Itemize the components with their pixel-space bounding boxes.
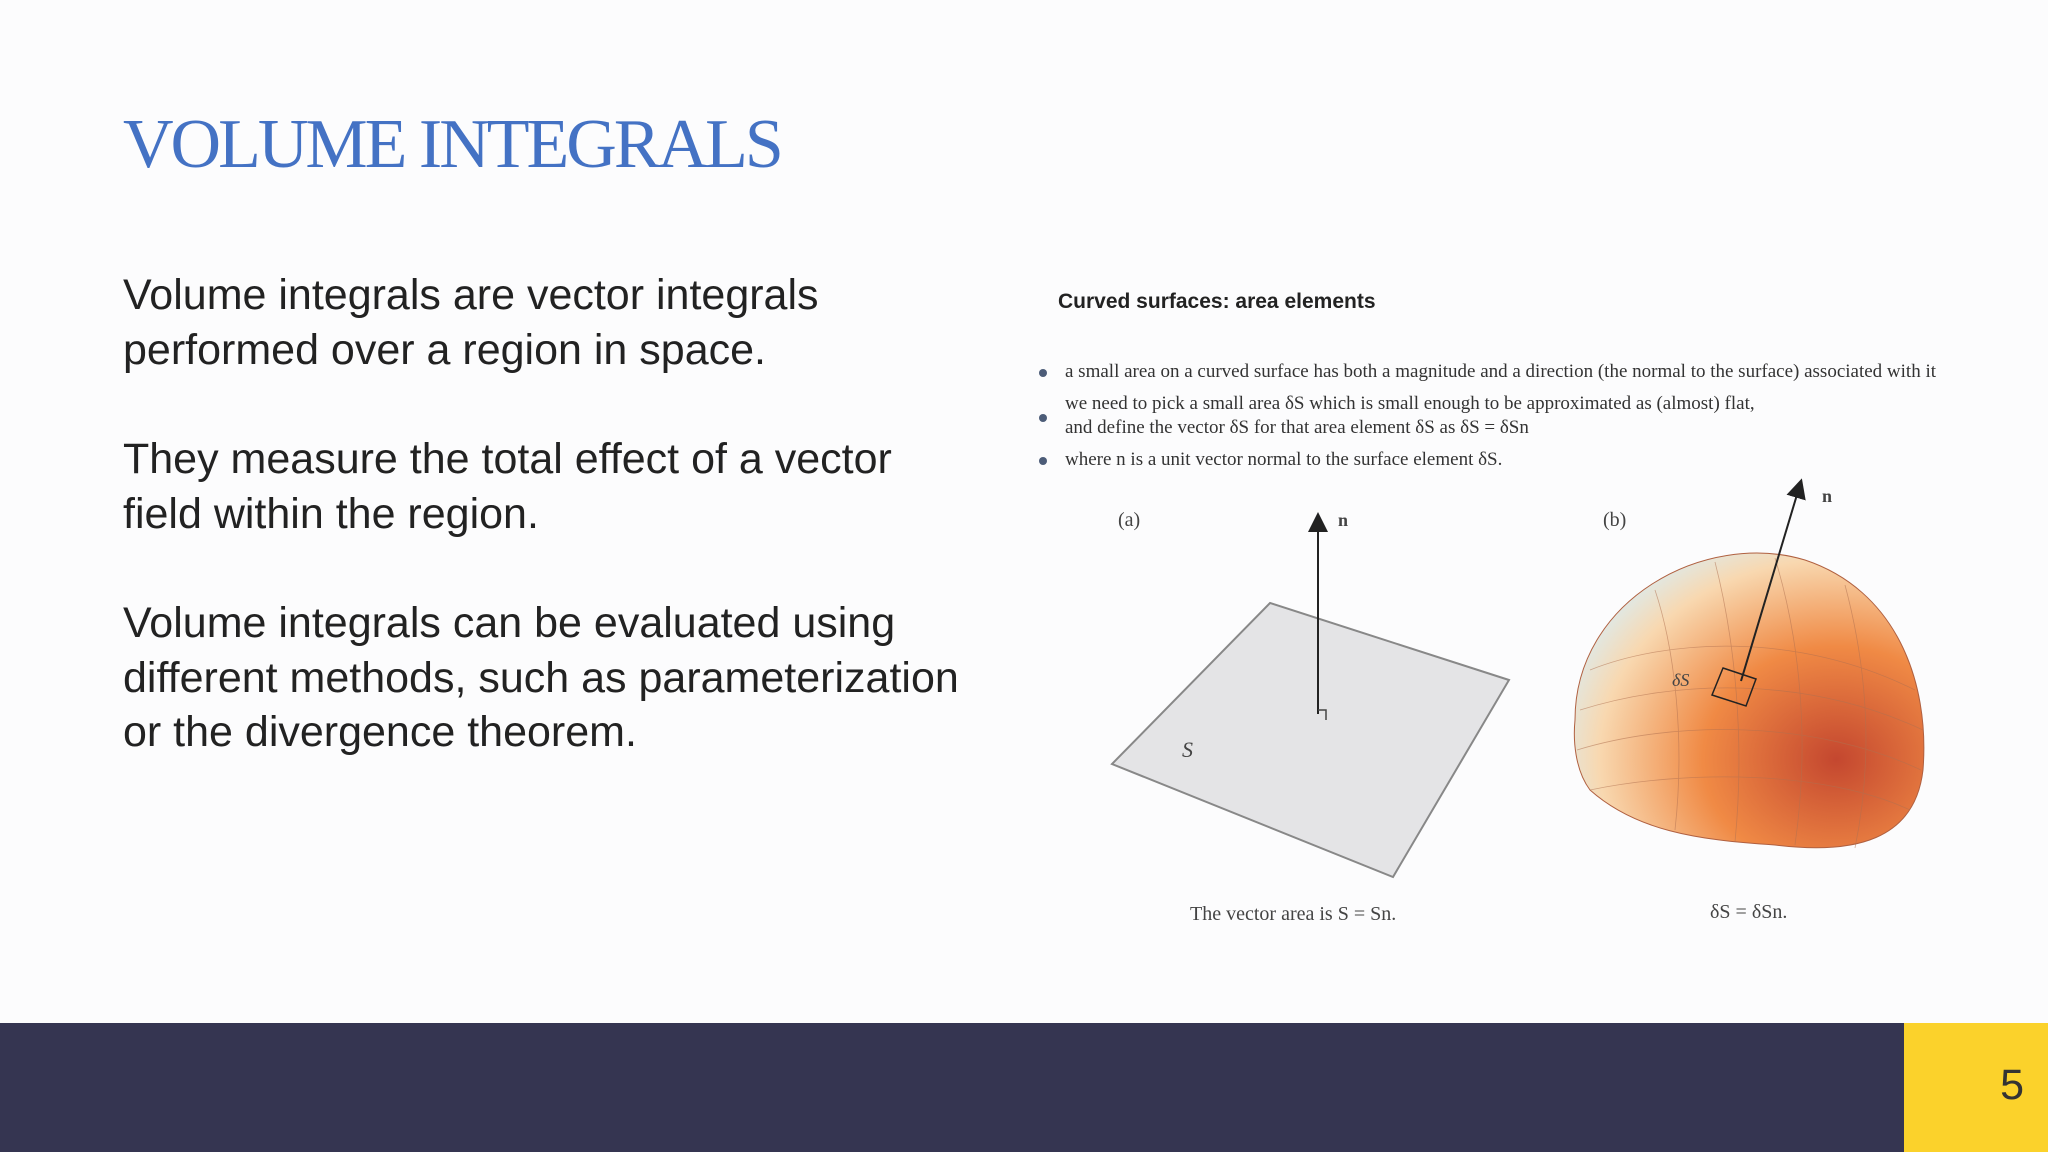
page-number: 5 — [2000, 1061, 2024, 1109]
slide-body — [123, 268, 963, 815]
caption-a: The vector area is S = Sn. — [1190, 903, 1397, 925]
figure-bullet-text: a small area on a curved surface has both a magnitude and a direction (the normal to the surface) associated with it — [1065, 361, 1937, 382]
figure-bullet-text: and define the vector δS for that area element δS as δS = δSn — [1065, 417, 1529, 438]
element-label: δS — [1672, 670, 1690, 690]
slide-title: VOLUME INTEGRALS — [123, 106, 781, 183]
body-paragraph: Volume integrals can be evaluated using different methods, such as parameterization or the divergence theorem. — [123, 599, 959, 756]
caption-b: δS = δSn. — [1710, 901, 1788, 923]
normal-a-label: n — [1338, 510, 1349, 530]
footer-bar — [0, 1023, 1904, 1152]
figure-heading: Curved surfaces: area elements — [1058, 290, 1376, 313]
area-element-figure — [1015, 270, 1945, 950]
flat-surface-shape — [1112, 603, 1509, 877]
panel-b-label: (b) — [1603, 509, 1627, 531]
page-number-box — [1904, 1023, 2048, 1152]
curved-surface-shape — [1574, 553, 1924, 848]
figure-diagram — [1015, 270, 1945, 950]
figure-bullet-text: where n is a unit vector normal to the surface element δS. — [1065, 449, 1503, 470]
panel-a-label: (a) — [1118, 509, 1141, 531]
surface-label: S — [1182, 737, 1193, 762]
figure-bullet-text: we need to pick a small area δS which is small enough to be approximated as (almost) flat, — [1065, 393, 1755, 414]
normal-b-label: n — [1822, 486, 1833, 506]
body-paragraph: They measure the total effect of a vector field within the region. — [123, 435, 892, 538]
body-paragraph: Volume integrals are vector integrals performed over a region in space. — [123, 271, 819, 374]
